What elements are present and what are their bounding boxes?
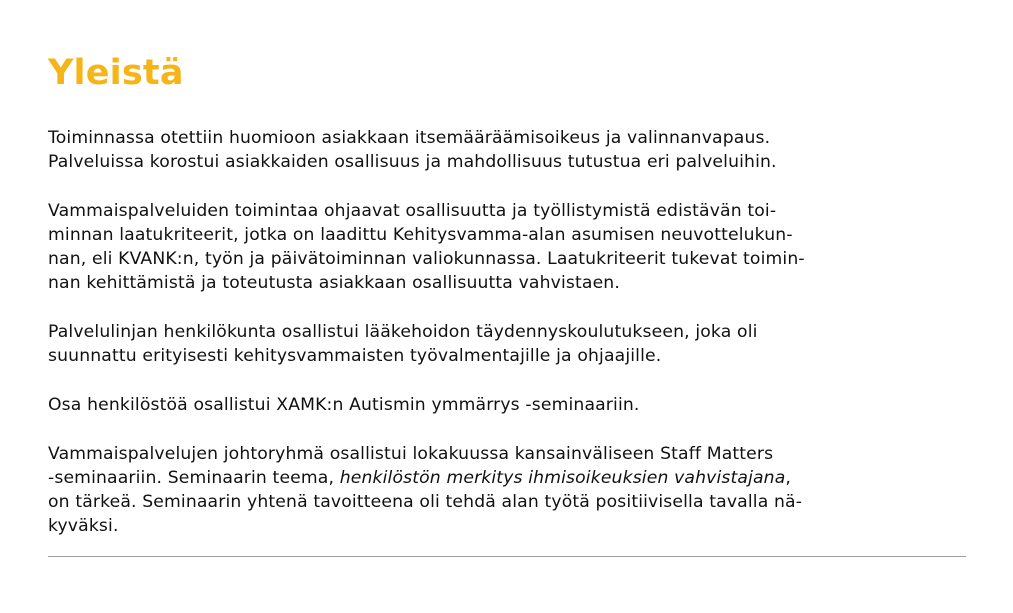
paragraph-line: minnan laatukriteerit, jotka on laadittu Kehitysvamma-alan asumisen neuvottelukun-	[48, 225, 793, 245]
paragraph-medication-training	[48, 320, 968, 368]
paragraph-line: Palvelulinjan henkilökunta osallistui lääkehoidon täydennyskoulutukseen, joka oli	[48, 322, 758, 342]
section-heading: Yleistä	[48, 53, 184, 93]
paragraph-line: Osa henkilöstöä osallistui XAMK:n Autismin ymmärrys -seminaariin.	[48, 395, 640, 415]
bottom-divider	[48, 556, 966, 557]
body-text	[48, 126, 968, 563]
paragraph-staff-matters	[48, 442, 968, 538]
paragraph-quality-criteria	[48, 199, 968, 295]
paragraph-self-determination	[48, 126, 968, 174]
paragraph-autism-seminar	[48, 393, 968, 417]
paragraph-line: Toiminnassa otettiin huomioon asiakkaan itsemääräämisoikeus ja valinnanvapaus.	[48, 128, 771, 148]
seminar-theme-italic: henkilöstön merkitys ihmisoikeuksien vahvistajana	[339, 468, 786, 488]
paragraph-line: on tärkeä. Seminaarin yhtenä tavoitteena oli tehdä alan työtä positiivisella tavalla nä-	[48, 492, 803, 512]
paragraph-line: kyväksi.	[48, 516, 119, 536]
paragraph-line: Palveluissa korostui asiakkaiden osallisuus ja mahdollisuus tutustua eri palveluihin.	[48, 152, 777, 172]
paragraph-line: suunnattu erityisesti kehitysvammaisten työvalmentajille ja ohjaajille.	[48, 346, 662, 366]
paragraph-line: nan kehittämistä ja toteutusta asiakkaan osallisuutta vahvistaen.	[48, 273, 620, 293]
paragraph-line: Vammaispalvelujen johtoryhmä osallistui lokakuussa kansainväliseen Staff Matters	[48, 444, 774, 464]
paragraph-line: nan, eli KVANK:n, työn ja päivätoiminnan valiokunnassa. Laatukriteerit tukevat toimin-	[48, 249, 805, 269]
paragraph-line: Vammaispalveluiden toimintaa ohjaavat osallisuutta ja työllistymistä edistävän toi-	[48, 201, 777, 221]
page-content	[48, 50, 968, 536]
paragraph-line-end: ,	[785, 468, 792, 488]
paragraph-line-start: -seminaariin. Seminaarin teema,	[48, 468, 340, 488]
